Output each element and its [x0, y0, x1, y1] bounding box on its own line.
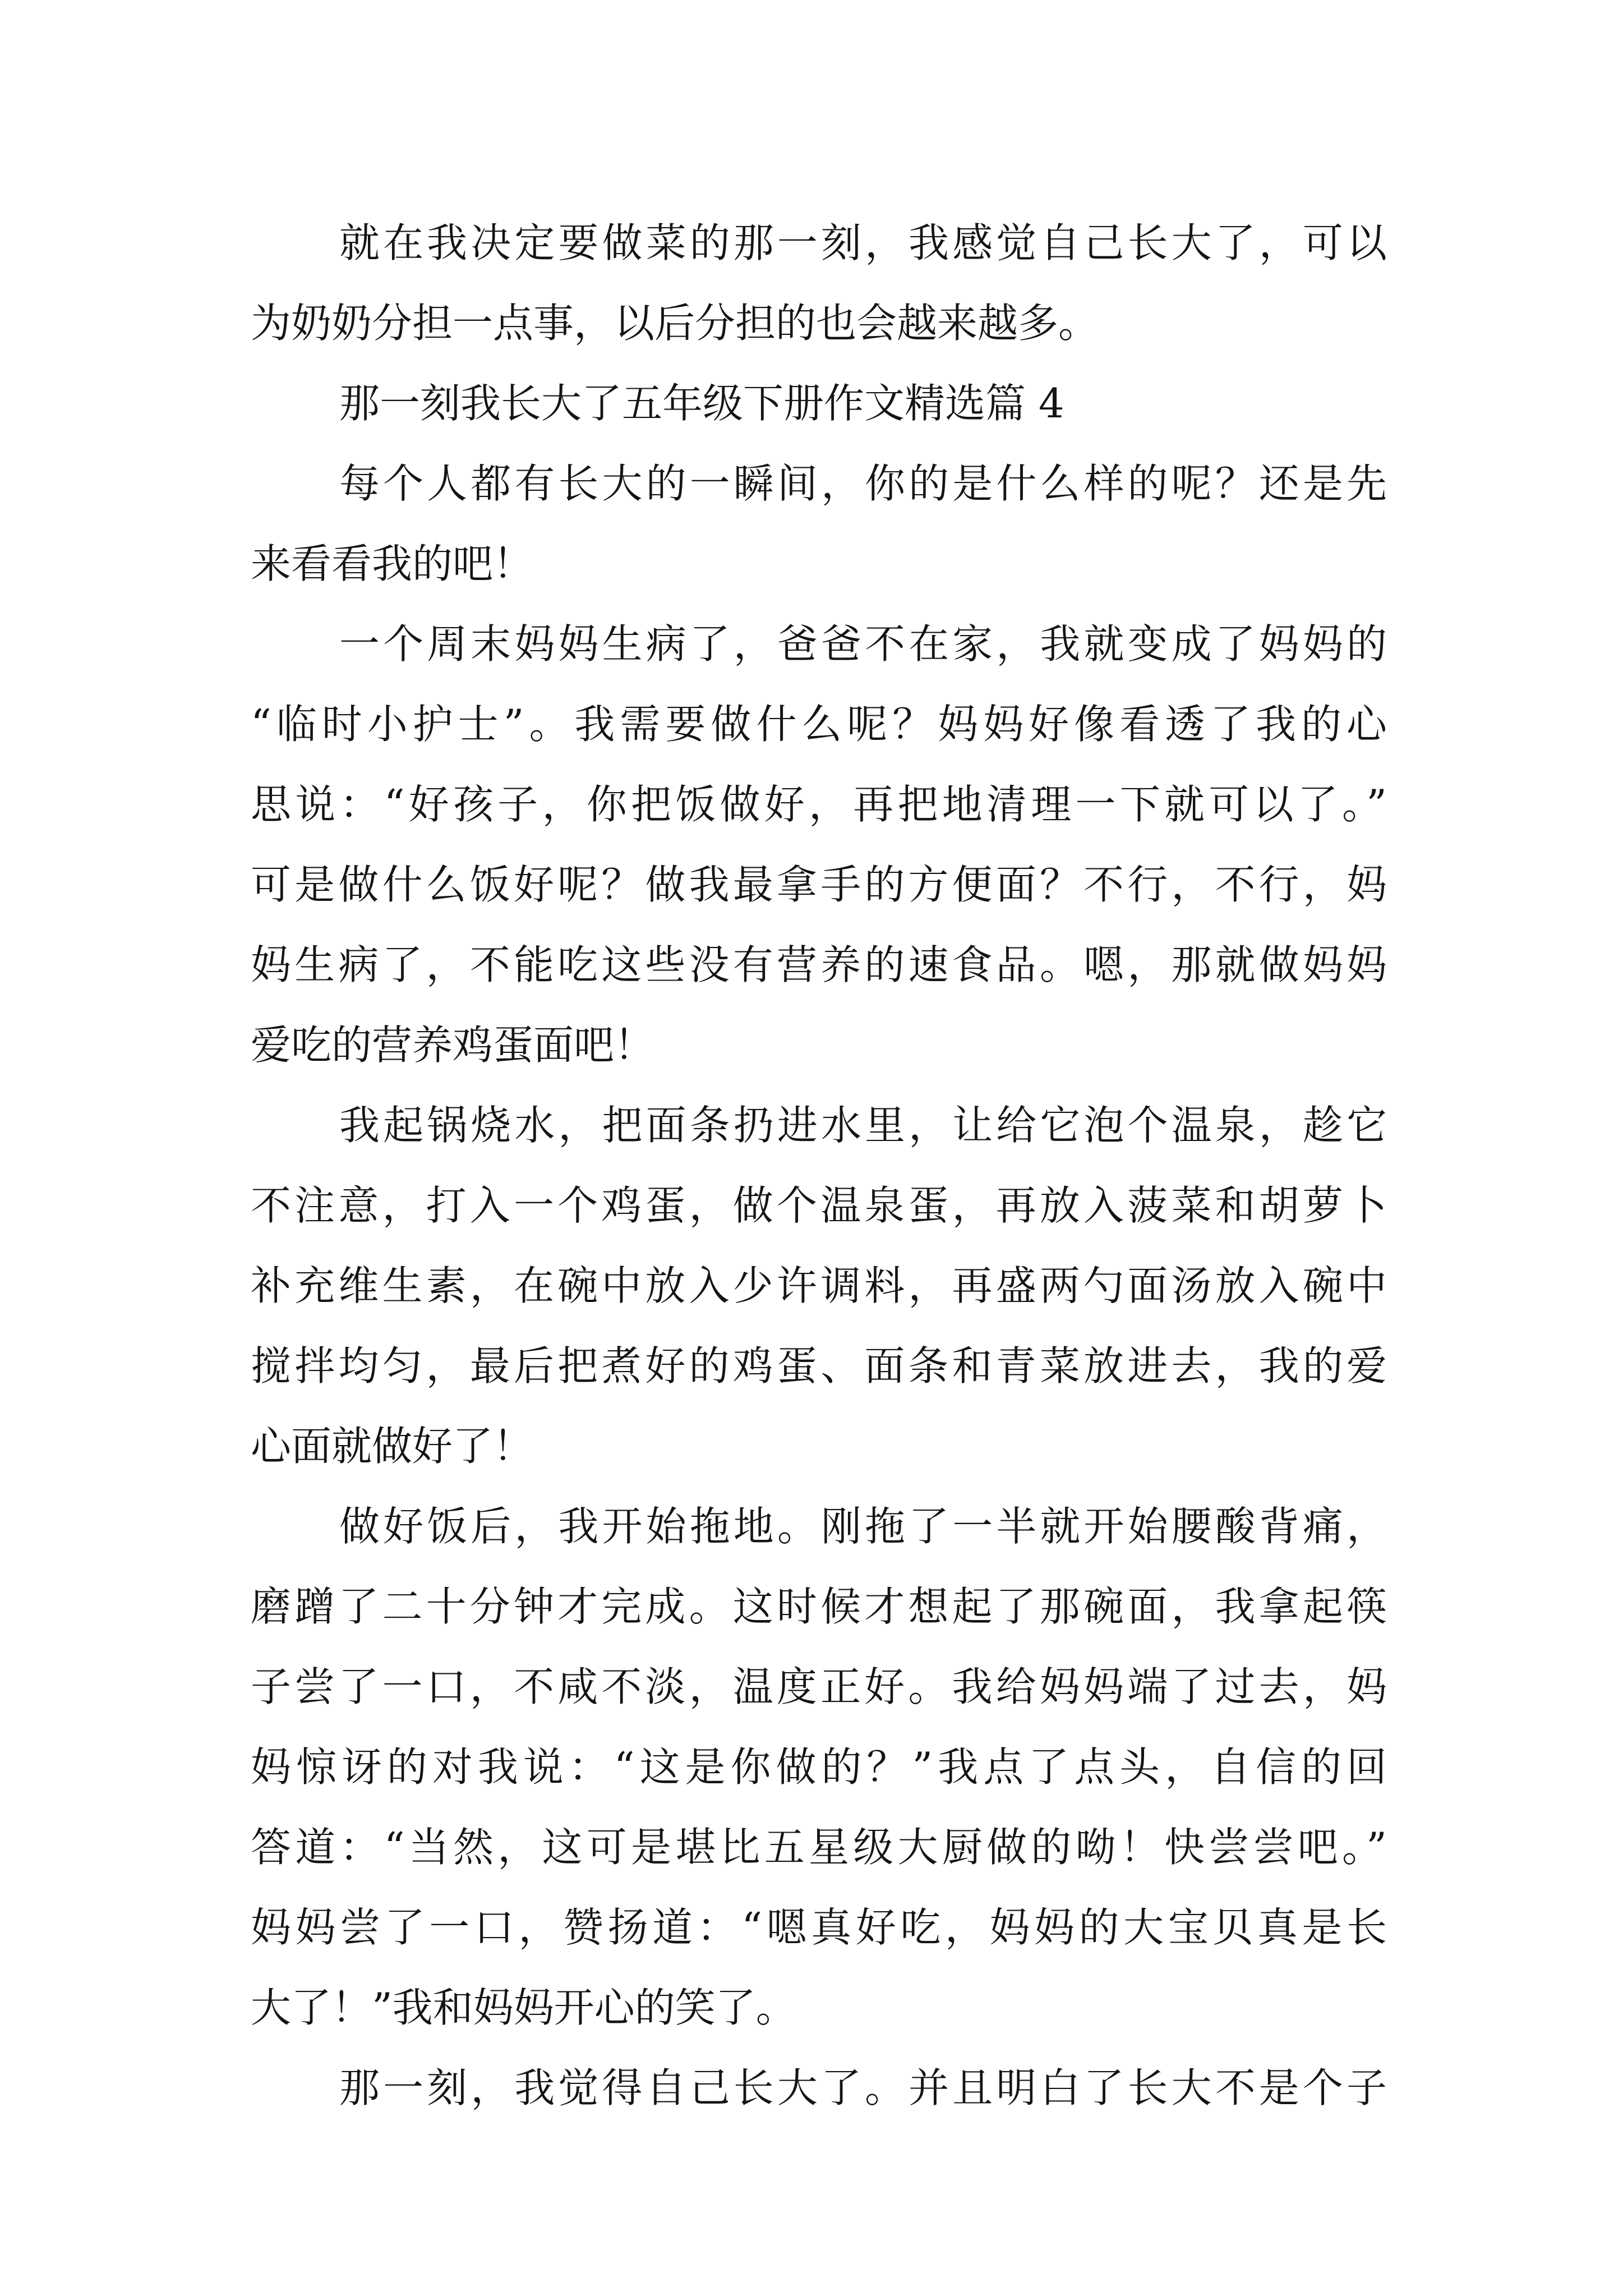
text-line: 来看看我的吧！	[251, 540, 534, 587]
text-line: 大了！”我和妈妈开心的笑了。	[251, 1984, 796, 2031]
text-line: 子尝了一口，不咸不淡，温度正好。我给妈妈端了过去，妈	[251, 1663, 1387, 1710]
paragraph	[251, 604, 1387, 1085]
text-line: 为奶奶分担一点事，以后分担的也会越来越多。	[251, 300, 1099, 347]
document-body	[251, 203, 1387, 2128]
text-line: 就在我决定要做菜的那一刻，我感觉自己长大了，可以	[339, 219, 1387, 266]
paragraph	[251, 203, 1387, 364]
text-line: 每个人都有长大的一瞬间，你的是什么样的呢？还是先	[339, 460, 1387, 507]
text-line: 心面就做好了！	[251, 1423, 534, 1470]
paragraph	[251, 444, 1387, 604]
text-line: 那一刻，我觉得自己长大了。并且明白了长大不是个子	[339, 2064, 1387, 2111]
section-title: 那一刻我长大了五年级下册作文精选篇 4	[339, 380, 1064, 427]
text-line: 可是做什么饭好呢？做我最拿手的方便面？不行，不行，妈	[251, 861, 1387, 908]
paragraph	[251, 1487, 1387, 2048]
text-line: 做好饭后，我开始拖地。刚拖了一半就开始腰酸背痛，	[339, 1503, 1387, 1550]
text-line: 妈妈尝了一口，赞扬道：“嗯真好吃，妈妈的大宝贝真是长	[251, 1904, 1387, 1951]
text-line: “临时小护士”。我需要做什么呢？妈妈好像看透了我的心	[251, 701, 1387, 748]
text-line: 补充维生素，在碗中放入少许调料，再盛两勺面汤放入碗中	[251, 1262, 1387, 1309]
text-line: 不注意，打入一个鸡蛋，做个温泉蛋，再放入菠菜和胡萝卜	[251, 1182, 1387, 1229]
paragraph	[251, 1085, 1387, 1487]
paragraph	[251, 2048, 1387, 2128]
text-line: 搅拌均匀，最后把煮好的鸡蛋、面条和青菜放进去，我的爱	[251, 1342, 1387, 1389]
text-line: 磨蹭了二十分钟才完成。这时候才想起了那碗面，我拿起筷	[251, 1583, 1387, 1630]
text-line: 爱吃的营养鸡蛋面吧！	[251, 1022, 655, 1069]
text-line: 我起锅烧水，把面条扔进水里，让给它泡个温泉，趁它	[339, 1102, 1387, 1149]
text-line: 一个周末妈妈生病了，爸爸不在家，我就变成了妈妈的	[339, 620, 1387, 668]
text-line: 妈生病了，不能吃这些没有营养的速食品。嗯，那就做妈妈	[251, 941, 1387, 988]
text-line: 妈惊讶的对我说：“这是你做的？”我点了点头，自信的回	[251, 1743, 1387, 1791]
text-line: 答道：“当然，这可是堪比五星级大厨做的呦！快尝尝吧。”	[251, 1824, 1387, 1871]
text-line: 思说：“好孩子，你把饭做好，再把地清理一下就可以了。”	[251, 781, 1387, 828]
